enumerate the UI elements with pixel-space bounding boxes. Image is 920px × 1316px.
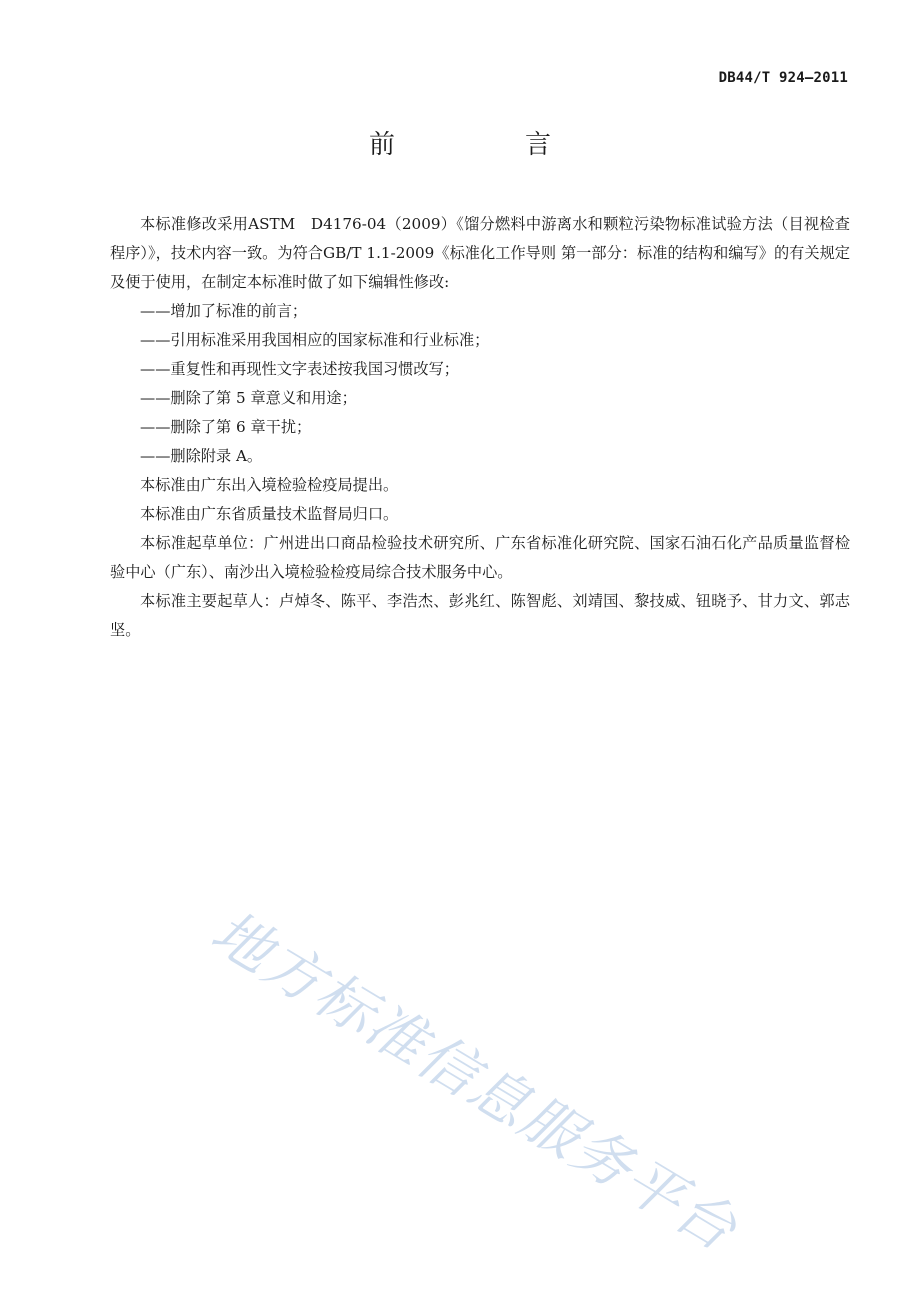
list-item: ——删除了第 6 章干扰； — [140, 418, 312, 436]
foreword-body — [110, 210, 850, 645]
drafters-paragraph: 本标准主要起草人：卢焯冬、陈平、李浩杰、彭兆红、陈智彪、刘靖国、黎技威、钮晓予、甘力文、郭志坚。 — [110, 592, 850, 639]
list-item: ——重复性和再现性文字表述按我国习惯改写； — [140, 360, 459, 378]
list-item: ——删除了第 5 章意义和用途； — [140, 389, 357, 407]
centralized-paragraph: 本标准由广东省质量技术监督局归口。 — [140, 505, 399, 523]
list-item: ——增加了标准的前言； — [140, 302, 308, 320]
list-item: ——删除附录 A。 — [140, 447, 263, 465]
document-code: DB44/T 924—2011 — [718, 70, 848, 86]
watermark: 地方标准信息服务平台 — [199, 897, 750, 1265]
page-title: 前 言 — [368, 130, 603, 160]
intro-paragraph: 本标准修改采用ASTM D4176-04（2009）《馏分燃料中游离水和颗粒污染物标准试验方法（目视检查程序）》，技术内容一致。为符合GB/T 1.1-2009《标准化工作导则 第一部分：标准的结构和编写》的有关规定及便于使用，在制定本标准时做了如下编辑性修改: — [110, 215, 850, 291]
proposer-paragraph: 本标准由广东出入境检验检疫局提出。 — [140, 476, 399, 494]
drafting-units-paragraph: 本标准起草单位：广州进出口商品检验技术研究所、广东省标准化研究院、国家石油石化产品质量监督检验中心（广东）、南沙出入境检验检疫局综合技术服务中心。 — [110, 534, 850, 581]
list-item: ——引用标准采用我国相应的国家标准和行业标准； — [140, 331, 490, 349]
